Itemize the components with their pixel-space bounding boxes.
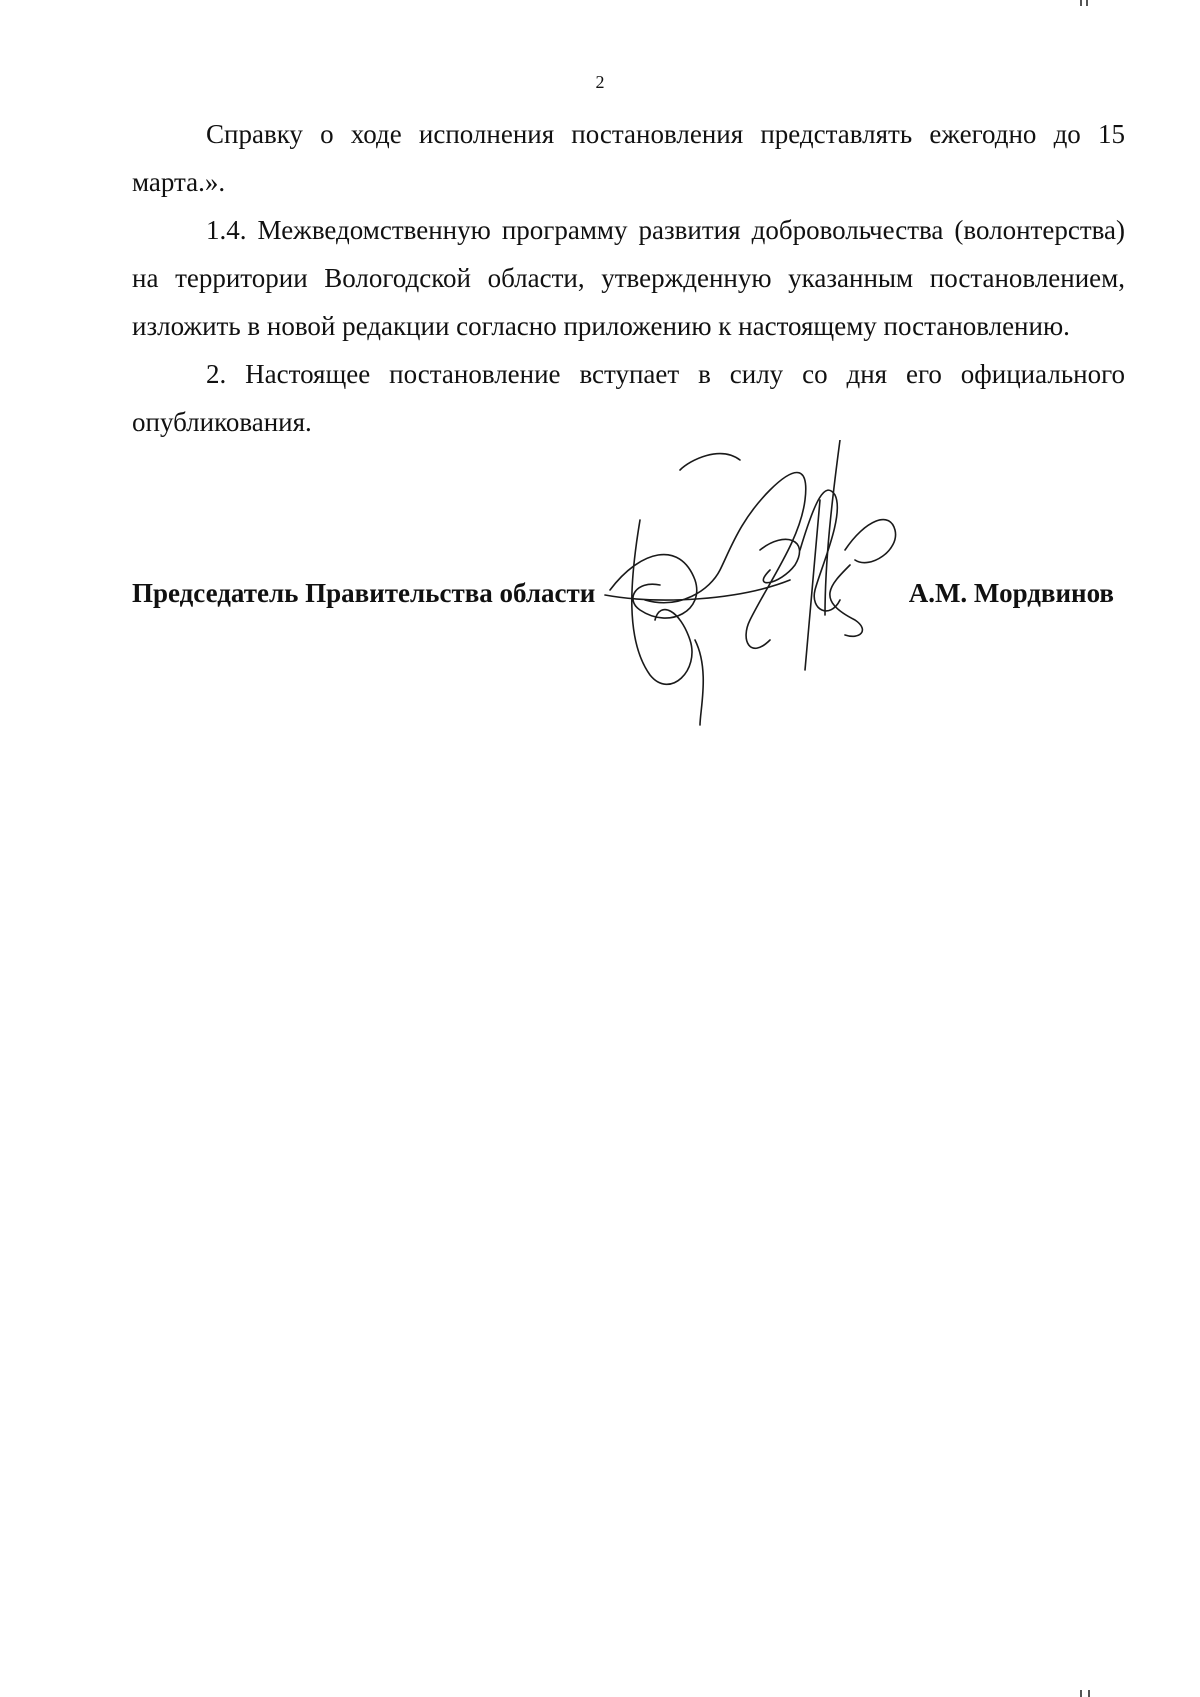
paragraph-effective-date: 2. Настоящее постановление вступает в силу со дня его официального опубликования. bbox=[132, 359, 1125, 437]
signature-block bbox=[132, 573, 1114, 613]
scan-artifact-mark bbox=[1080, 0, 1082, 6]
page-number: 2 bbox=[595, 72, 605, 92]
document-body bbox=[132, 110, 1125, 446]
paragraph-report-deadline: Справку о ходе исполнения постановления представлять ежегодно до 15 марта.». bbox=[132, 119, 1125, 197]
signatory-position: Председатель Правительства области bbox=[132, 578, 596, 608]
signatory-name: А.М. Мордвинов bbox=[908, 578, 1114, 608]
scan-artifact-mark bbox=[1080, 1690, 1082, 1697]
paragraph-program-revision: 1.4. Межведомственную программу развития добровольчества (волонтерства) на территории Вологодской области, утвержденную указанным постановлением, изложить в новой редакции согласно приложению к настоящему постановлению. bbox=[132, 215, 1125, 341]
scan-artifact-mark bbox=[1088, 1690, 1090, 1697]
scan-artifact-mark bbox=[1086, 0, 1088, 6]
